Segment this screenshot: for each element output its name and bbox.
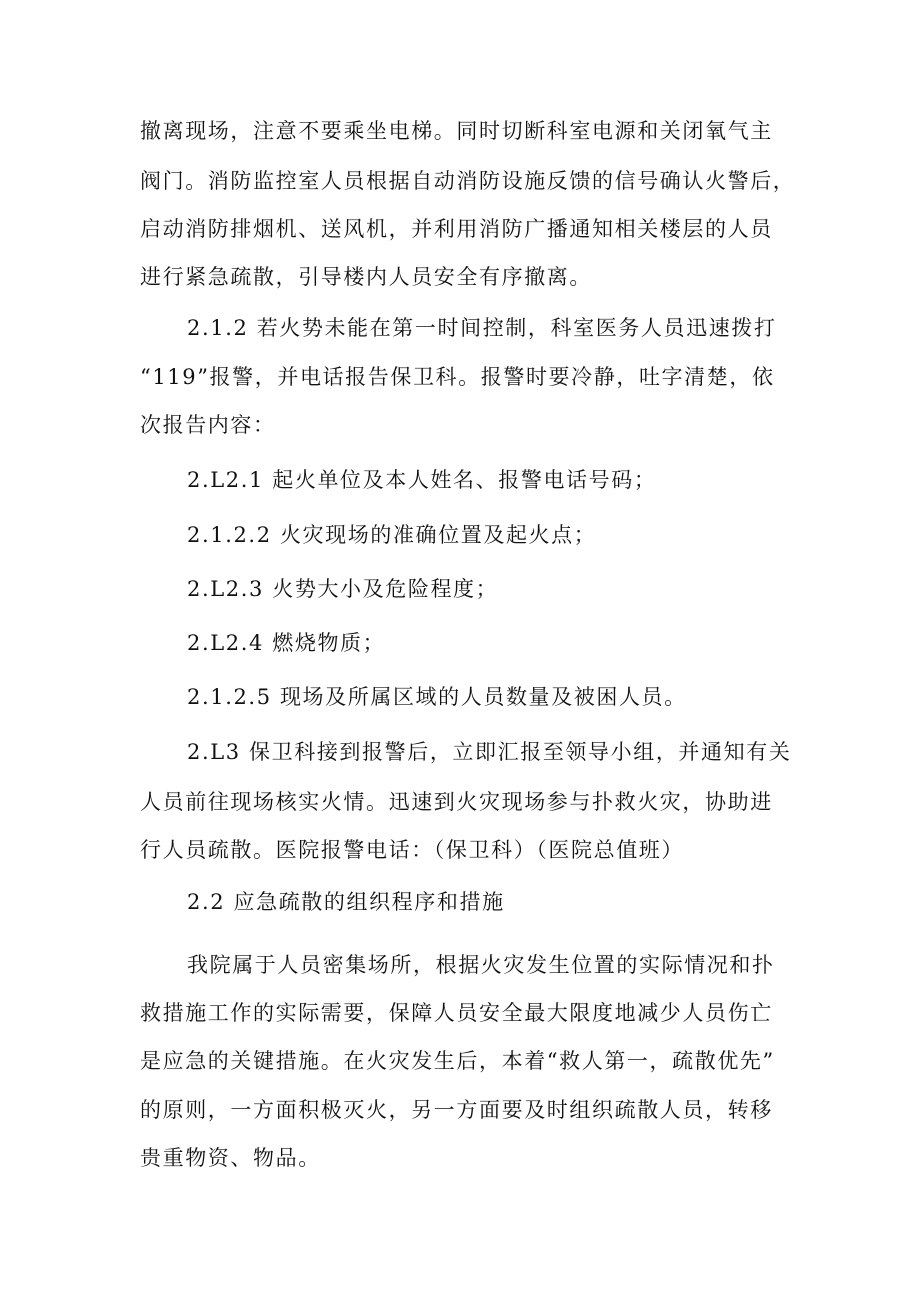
text-line: 是应急的关键措施。在火灾发生后，本着“救人第一，疏散优先”	[140, 1049, 775, 1073]
text-line: 的原则，一方面积极灭火，另一方面要及时组织疏散人员，转移	[140, 1098, 773, 1122]
text-line: 启动消防排烟机、送风机，并利用消防广播通知相关楼层的人员	[140, 217, 773, 241]
section-heading: 2.2 应急疏散的组织程序和措施	[187, 890, 505, 914]
text-line: 2.1.2 若火势未能在第一时间控制，科室医务人员迅速拨打	[187, 316, 777, 340]
text-line: 撤离现场，注意不要乘坐电梯。同时切断科室电源和关闭氧气主	[140, 119, 773, 143]
text-line: “119”报警，并电话报告保卫科。报警时要冷静，吐字清楚，依	[140, 365, 775, 389]
text-line: 2.L3 保卫科接到报警后，立即汇报至领导小组，并通知有关	[187, 740, 792, 764]
text-line: 人员前往现场核实火情。迅速到火灾现场参与扑救火灾，协助进	[140, 790, 773, 814]
text-line: 我院属于人员密集场所，根据火灾发生位置的实际情况和扑	[187, 953, 775, 977]
text-line: 行人员疏散。医院报警电话：（保卫科）（医院总值班）	[140, 838, 684, 862]
text-line: 2.1.2.2 火灾现场的准确位置及起火点；	[187, 523, 597, 547]
text-line: 2.L2.3 火势大小及危险程度；	[187, 577, 499, 601]
text-line: 2.L2.4 燃烧物质；	[187, 631, 386, 655]
text-line: 救措施工作的实际需要，保障人员安全最大限度地减少人员伤亡	[140, 1001, 773, 1025]
text-line: 阀门。消防监控室人员根据自动消防设施反馈的信号确认火警后，	[140, 169, 796, 193]
text-line: 2.1.2.5 现场及所属区域的人员数量及被困人员。	[187, 685, 687, 709]
text-line: 贵重物资、物品。	[140, 1146, 321, 1170]
text-line: 次报告内容：	[140, 413, 276, 437]
text-line: 2.L2.1 起火单位及本人姓名、报警电话号码；	[187, 468, 657, 492]
text-line: 进行紧急疏散，引导楼内人员安全有序撤离。	[140, 265, 592, 289]
